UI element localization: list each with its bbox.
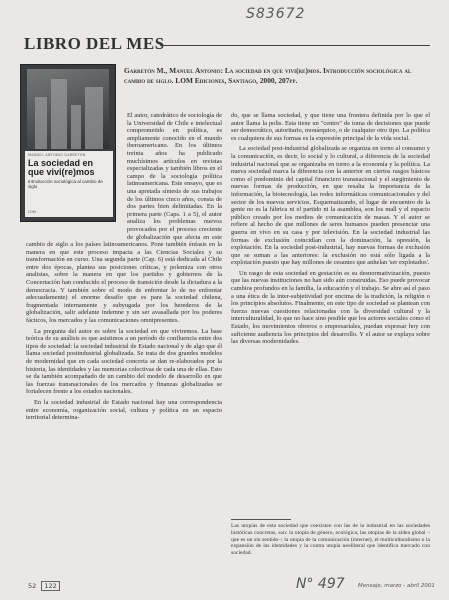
page-number xyxy=(28,582,60,590)
body-text: El autor, catedrático de sociología de la Universidad de Chile e intelectual comprometido en política, es ampliamente conocido en el mundo iberoamericano. En los últimos treinta años ha publicado muchísimos artículos en revistas especializadas y también libros en el campo de la sociología política latinoamericana. Este ensayo, que es una apretada síntesis de sus trabajos de los últimos cinco años, consta de dos partes bien delimitadas. En la primera parte (Caps. 1 a 5), el autor analiza los problemas nuevos provocados por el proceso creciente de globalización que afecta en este cambio de siglo a los países latinoamericanos. Pone también énfasis en la manera en que este proceso impacta a las Ciencias Sociales y su transformación en curso. Una segunda parte (Cap. 6) está dedicada al Chile entre dos épocas, plantea sus posiciones críticas, y polemiza con otros analistas, sobre la manera en que los partidos y gobiernos de la Concertación han conducido el proceso de transición desde la dictadura a la democracia. Y también sobre el modo de enfrentar lo de no enfrentar adecuadamente) el enorme desafío que es para la sociedad chilena, fragmentada internamente y subyugada por los herederos de la globalización, salir adelante indemne y sin ser avasallada por los poderes fácticos, los mercados y las comunicaciones omnipresentes. xyxy=(26,112,222,325)
handwritten-issue-number: N° 497 xyxy=(296,576,345,592)
footnote: Las utopías de esta sociedad que coexisten con las de la industrial en las sociedades históricas concretas, son: la utopía de género, ecológica, las utopías de la aldea global –que es un sin sentido–; la utopía de la comunicación (internet), el multiculturalismo o la expansión de las identidades y la contra utopía neoliberal que identifica mercado con sociedad. xyxy=(231,523,430,557)
book-citation: Garretón M., Manuel Antonio: La sociedad en que vivi(re)mos. Introducción sociológica al cambio de siglo. LOM Ediciones, Santiago, 2000, 207pp. xyxy=(124,66,412,85)
page-number-box: 122 xyxy=(41,581,59,591)
title-rule xyxy=(160,45,430,46)
footnote-rule xyxy=(231,519,291,520)
body-paragraph: La pregunta del autor es sobre la sociedad en que viviremos. La base teórica de su análisis es que asistimos a un período de confluencia entre dos tipos de sociedad: la sociedad industrial de Estado nacional y de algo que él llama sociedad postindustrial globalizada. Se trata de dos grandes modelos de modernidad que en cada sociedad concreta se dan re-elaborados por la historia, las identidades y las memorias colectivas de cada una de ellas. Esto se da también acompañado de un cambio del modelo de desarrollo en que las fuerzas transnacionales de los mercados y finanzas globalizadas se fortalecen frente a los estados nacionales. xyxy=(26,327,222,396)
body-paragraph: do, que se llama sociedad, y que tiene una frontera definida por lo que el autor llama la polis. Esta tiene un "centro" de toma de decisiones que puede ser democrático, autoritario, monárquico, o de cualquier otro tipo. La política es cualquiera de sus formas es la expresión principal de la vida social. xyxy=(231,112,430,142)
body-column-right xyxy=(231,112,430,346)
cover-subtitle: Introducción sociológica al cambio de siglo xyxy=(28,179,103,189)
cover-title: La sociedad en que vivi(re)mos xyxy=(28,158,95,177)
page-label: 52 xyxy=(28,582,37,590)
section-title: LIBRO DEL MES xyxy=(24,34,165,53)
cover-publisher: LOM xyxy=(28,210,36,214)
body-paragraph: Un rasgo de esta sociedad en gestación es su desnormativización, puesto que las nuevas instituciones no han sido aún construidas. Eso puede provocar cambios profundos en la familia, la educación y el trabajo. Se abre así el paso a una ética de la inter-subjetividad por encima de la tradición, la religión o los principios absolutos. Finalmente, en este tipo de sociedad se plantean con fuerza nuevas cuestiones relacionadas con la diversidad cultural y la interculturalidad, lo que no hace sino posible que los actores sociales como el Estado, los movimientos obreros o empresariales, puedan expresar hoy con suficiente audiencia los principios del desarrollo. Y el autor se explaya sobre las diversas modernidades. xyxy=(231,269,430,346)
body-column-left xyxy=(26,112,222,422)
archive-stamp: S83672 xyxy=(246,6,306,22)
body-paragraph xyxy=(26,112,222,325)
body-paragraph: La sociedad post-industrial globalizada se organiza en torno al consumo y la comunicación, es decir, lo social y lo cultural, a diferencia de la sociedad industrial nacional que se organizaba en torno a la economía y la política. La nueva sociedad marca la diferencia con la anterior en ciertos rasgos básicos como el predominio del capital financiero transnacional y el surgimiento de nuevas formas de producción, en que resalta la importancia de la información, la biotecnología, las redes informáticas comunicacionales y del sector de los nuevos servicios. Esquematizando, el lugar de encuentro de la gente no es la fábrica ni el partido ni la asamblea, son los mall y el espacio público creado por los medios de comunicación de masas. Y el autor se refiere al hecho de que millones de seres humanos pueden presenciar una guerra en vivo en su casa y por televisión. En la sociedad industrial las formas de exclusión coincidían con la dominación, la opresión, la explotación. En la sociedad post-industrial, hay nuevas formas de exclusión que se suman a las anteriores: la exclusión no está sólo ligada a la explotación puesto que hay millones de cesantes que anhelan 'ser explotados'. xyxy=(231,145,430,267)
cover-author: MANUEL ANTONIO GARRETÓN xyxy=(28,153,86,157)
body-paragraph: En la sociedad industrial de Estado nacional hay una correspondencia entre economía, organización social, cultura y política en un espacio territorial determina- xyxy=(26,398,222,422)
issue-date: Mensaje, marzo - abril 2001 xyxy=(358,583,435,589)
cover-wrap-spacer xyxy=(26,112,127,235)
